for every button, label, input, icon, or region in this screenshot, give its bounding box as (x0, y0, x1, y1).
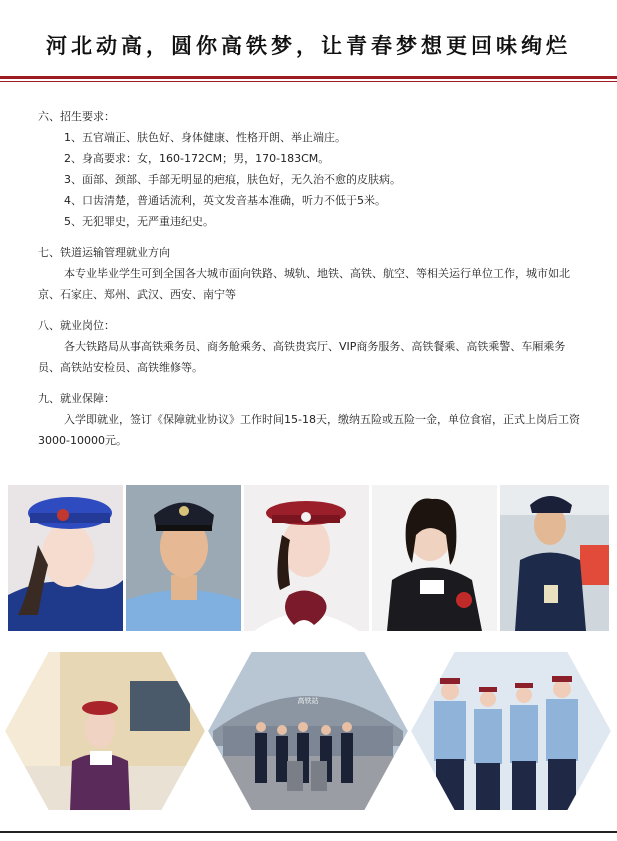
hexagon-photo-dining-car (0, 651, 210, 811)
hexagon-photo-row (0, 651, 617, 811)
photo-attendant-red-hat (244, 485, 369, 631)
requirement-item: 3、面部、颈部、手部无明显的疤痕，肤色好，无久治不愈的皮肤病。 (64, 173, 401, 186)
section-title-requirements: 六、招生要求： (38, 110, 115, 123)
header-title: 河北动高，圆你高铁梦，让青春梦想更回味绚烂 (46, 33, 571, 58)
header-rule-red (0, 76, 617, 79)
hexagon-photo-four-attendants (406, 651, 616, 811)
requirement-item: 4、口齿清楚，普通话流利，英文发音基本准确，听力不低于5米。 (64, 194, 386, 207)
requirement-item: 5、无犯罪史，无严重违纪史。 (64, 215, 214, 228)
section-title-positions: 八、就业岗位： (38, 319, 115, 332)
section-paragraph-positions: 各大铁路局从事高铁乘务员、商务舱乘务、高铁贵宾厅、VIP商务服务、高铁餐乘、高铁乘警、车厢乘务员、高铁站安检员、高铁维修等。 (38, 340, 566, 374)
hexagon-photo-station-group (203, 651, 413, 811)
body-content (38, 106, 583, 451)
station-sign-text: 高铁站 (297, 697, 319, 705)
photo-attendant-blue-hat (8, 485, 123, 631)
footer-rule (0, 831, 617, 833)
section-paragraph-guarantee: 入学即就业，签订《保障就业协议》工作时间15-18天，缴纳五险或五险一金，单位食宿，正式上岗后工资3000-10000元。 (38, 413, 580, 447)
requirement-item: 2、身高要求：女，160-172CM；男，170-183CM。 (64, 152, 330, 165)
header-rule-red-thin (0, 81, 617, 82)
photo-row (8, 485, 609, 631)
requirement-item: 1、五官端正、肤色好、身体健康、性格开朗、举止端庄。 (64, 131, 346, 144)
section-title-direction: 七、铁道运输管理就业方向 (38, 246, 170, 259)
photo-police-officer (126, 485, 241, 631)
section-title-guarantee: 九、就业保障： (38, 392, 115, 405)
photo-security-man-station (500, 485, 609, 631)
section-paragraph-direction: 本专业毕业学生可到全国各大城市面向铁路、城轨、地铁、高铁、航空、等相关运行单位工作，城市如北京、石家庄、郑州、武汉、西安、南宁等 (38, 267, 570, 301)
photo-security-woman (372, 485, 497, 631)
